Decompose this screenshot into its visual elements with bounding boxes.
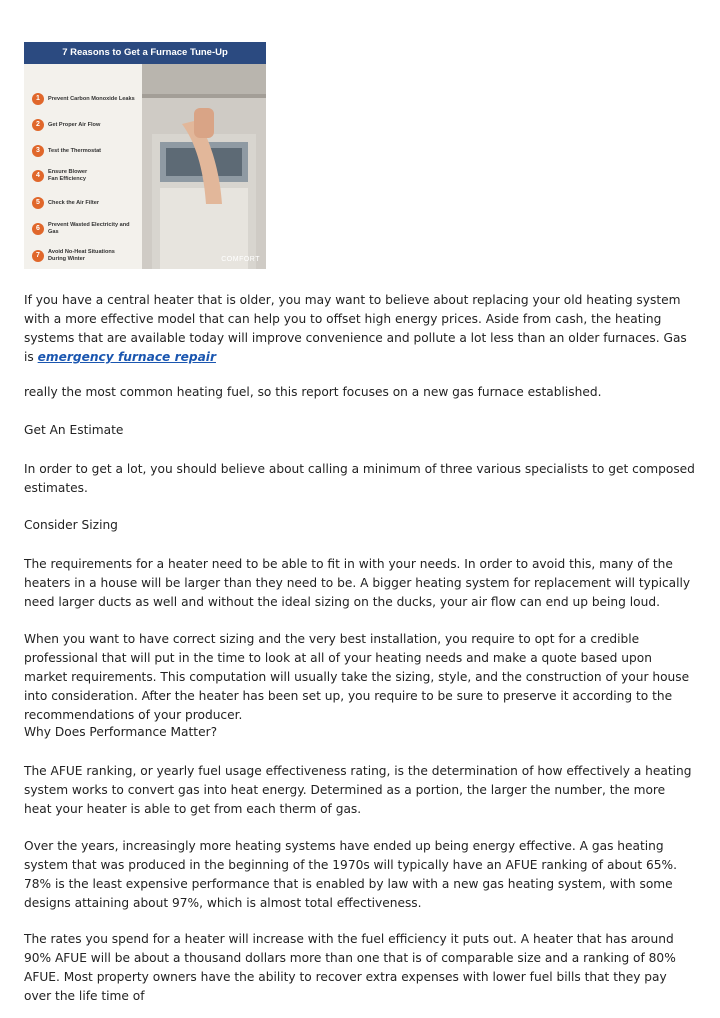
infographic-list-panel (24, 64, 142, 269)
paragraph-afue: The AFUE ranking, or yearly fuel usage effectiveness rating, is the determination of how effectively a heating system works to convert gas into heat energy. Determined as a portion, the larger the number, the more heat your heater is able to get from each therm of gas. (24, 764, 692, 816)
list-item-label: Prevent Wasted Electricity and Gas (48, 222, 130, 235)
paragraph-estimates: In order to get a lot, you should believe about calling a minimum of three various specialists to get composed estimates. (24, 462, 695, 495)
paragraph-efficiency-history: Over the years, increasingly more heating systems have ended up being energy effective. A gas heating system that was produced in the beginning of the 1970s will typically have an AFUE ranking of about 65%. 78% is the least expensive performance that is enabled by law with a new gas heating system, with some designs attaining about 97%, which is almost total effectiveness. (24, 839, 677, 910)
list-item (32, 93, 144, 105)
number-badge: 3 (32, 145, 44, 157)
list-item (32, 169, 94, 183)
number-badge: 5 (32, 197, 44, 209)
list-item (32, 145, 144, 157)
list-item-label: Check the Air Filter (48, 199, 100, 206)
infographic-title: 7 Reasons to Get a Furnace Tune-Up (24, 42, 266, 64)
paragraph-requirements: The requirements for a heater need to be able to fit in with your needs. In order to avoid this, many of the heaters in a house will be larger than they need to be. A bigger heating system for replacement will typically need larger ducts as well and without the ideal sizing on the ducks, your air flow can end up being loud. (24, 557, 691, 609)
emergency-furnace-repair-link[interactable]: emergency furnace repair (37, 350, 216, 364)
furnace-photo (142, 64, 266, 269)
list-item-label: Get Proper Air Flow (48, 121, 101, 128)
number-badge: 4 (32, 170, 44, 182)
paragraph-intro-text: If you have a central heater that is older, you may want to believe about replacing your old heating system with a more effective model that can help you to offset high energy prices. Aside from cash, the heating systems that are available today will improve convenience and pollute a lot less than an older furnaces. Gas is (24, 293, 687, 364)
paragraph-installation: When you want to have correct sizing and the very best installation, you require to opt for a credible professional that will put in the time to look at all of your heating needs and make a quote based upon market requirements. This computation will usually take the sizing, style, and the construction of your house into consideration. After the heater has been set up, you require to be sure to preserve it according to the recommendations of your producer. (24, 632, 690, 722)
list-item (32, 119, 144, 131)
list-item-label: Avoid No-Heat Situations During Winter (48, 249, 115, 262)
number-badge: 7 (32, 250, 44, 262)
paragraph-rates: The rates you spend for a heater will increase with the fuel efficiency it puts out. A heater that has around 90% AFUE will be about a thousand dollars more than one that is of comparable size and a ranking of 80% AFUE. Most property owners have the ability to recover extra expenses with lower fuel bills that they pay over the life time of (24, 932, 676, 1003)
brand-logo: COMFORT (221, 256, 260, 263)
number-badge: 6 (32, 223, 44, 235)
list-item (32, 249, 132, 263)
list-item (32, 197, 144, 209)
list-item (32, 222, 136, 236)
heading-consider-sizing: Consider Sizing (24, 518, 118, 532)
furnace-infographic (24, 42, 266, 269)
paragraph-fuel: really the most common heating fuel, so this report focuses on a new gas furnace established. (24, 385, 602, 399)
list-item-label: Ensure Blower Fan Efficiency (48, 169, 88, 182)
heading-performance: Why Does Performance Matter? (24, 725, 218, 739)
number-badge: 2 (32, 119, 44, 131)
heading-get-estimate: Get An Estimate (24, 423, 124, 437)
list-item-label: Test the Thermostat (48, 147, 102, 154)
paragraph-intro (24, 291, 696, 367)
number-badge: 1 (32, 93, 44, 105)
list-item-label: Prevent Carbon Monoxide Leaks (48, 95, 135, 102)
